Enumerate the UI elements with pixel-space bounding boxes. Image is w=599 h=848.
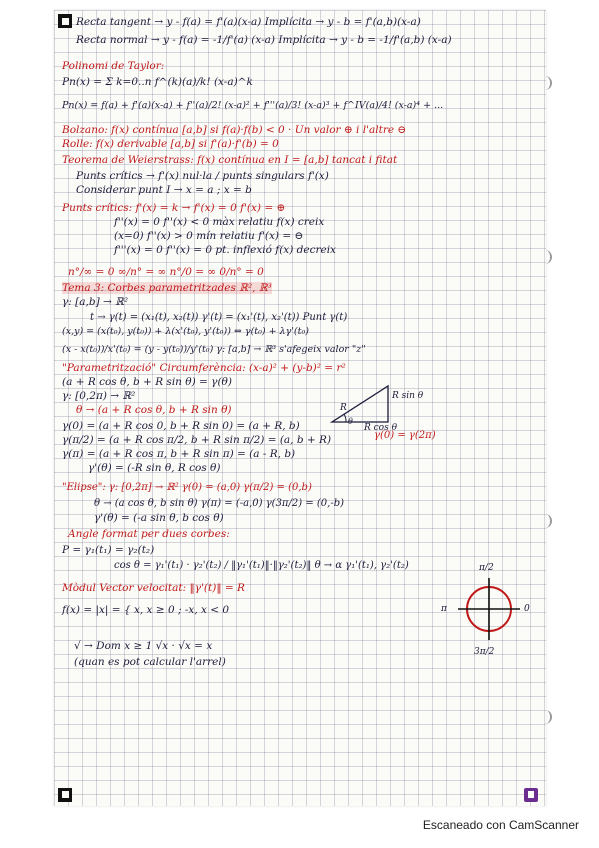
note-line: Teorema de Weierstrass: f(x) contínua en I = [a,b] tancat i fitat [62, 154, 398, 166]
note-line: Mòdul Vector velocitat: ‖γ'(t)‖ = R [62, 582, 245, 594]
note-line: Recta normal → y - f(a) = -1/f'(a) (x-a) Implícita → y - b = -1/f'(a,b) (x-a) [76, 34, 452, 46]
note-line: θ → (a cos θ, b sin θ) γ(π) = (-a,0) γ(3π/2) = (0,-b) [94, 498, 344, 509]
note-line: (a + R cos θ, b + R sin θ) = γ(θ) [62, 376, 232, 388]
circle-periodicity-note: γ(0) = γ(2π) [374, 430, 436, 441]
triangle-opposite-label: R sin θ [392, 391, 424, 401]
note-line: Bolzano: f(x) contínua [a,b] si f(a)·f(b) < 0 · Un valor ⊕ i l'altre ⊖ [62, 124, 407, 136]
note-line: (quan es pot calcular l'arrel) [74, 656, 226, 668]
note-line: γ'(θ) = (-R sin θ, R cos θ) [88, 462, 221, 474]
binder-hole-icon [540, 710, 552, 724]
note-line: Rolle: f(x) derivable [a,b] si f'(a)·f'(b) = 0 [62, 138, 279, 150]
note-line: Pn(x) = Σ k=0..n f^(k)(a)/k! (x-a)^k [62, 76, 253, 88]
unit-circle-figure [454, 574, 524, 644]
triangle-adjacent-label: R cos θ [364, 423, 397, 433]
right-triangle-figure [328, 380, 398, 426]
scanner-watermark: Escaneado con CamScanner [422, 818, 579, 832]
notebook-page [54, 10, 546, 806]
angle-label-left: π [441, 604, 447, 614]
angle-label-top: π/2 [479, 563, 494, 573]
note-line: γ: [a,b] → ℝ² [62, 296, 129, 308]
note-line: f'''(x) = 0 f''(x) = 0 pt. inflexió f(x) decreix [114, 244, 336, 256]
note-line: cos θ = γ₁'(t₁) · γ₂'(t₂) / ‖γ₁'(t₁)‖·‖γ₂'(t₂)‖ θ → α γ₁'(t₁), γ₂'(t₂) [114, 560, 409, 571]
note-line: γ(0) = (a + R cos 0, b + R sin 0) = (a + R, b) [62, 420, 300, 432]
note-line: P = γ₁(t₁) = γ₂(t₂) [62, 544, 155, 556]
note-line: γ'(θ) = (-a sin θ, b cos θ) [94, 512, 224, 524]
note-line: "Parametrització" Circumferència: (x-a)² + (y-b)² = r² [62, 362, 346, 374]
corner-marker-icon [524, 788, 538, 802]
note-line: Recta tangent → y - f(a) = f'(a)(x-a) Implícita → y - b = f'(a,b)(x-a) [76, 16, 421, 28]
note-line: (x,y) = (x(t₀), y(t₀)) + λ(x'(t₀), y'(t₀)) ⇔ γ(t₀) + λγ'(t₀) [62, 326, 309, 337]
note-line: γ: [0,2π) → ℝ² [62, 390, 136, 402]
corner-marker-icon [58, 14, 72, 28]
triangle-angle-label: θ [348, 417, 353, 426]
note-line: f(x) = |x| = { x, x ≥ 0 ; -x, x < 0 [62, 604, 230, 616]
note-line: Angle format per dues corbes: [68, 528, 230, 540]
note-line: Polinomi de Taylor: [62, 60, 165, 72]
note-line: n°/∞ = 0 ∞/n° = ∞ n°/0 = ∞ 0/n° = 0 [68, 266, 264, 278]
note-line: Considerar punt I → x = a ; x = b [76, 184, 252, 196]
note-line: √ → Dom x ≥ 1 √x · √x = x [74, 640, 213, 652]
note-line: γ(π/2) = (a + R cos π/2, b + R sin π/2) = (a, b + R) [62, 434, 332, 446]
angle-label-bottom: 3π/2 [474, 647, 495, 657]
note-line: γ(π) = (a + R cos π, b + R sin π) = (a - R, b) [62, 448, 296, 460]
binder-hole-icon [540, 250, 552, 264]
note-line: (x=0) f''(x) > 0 mín relatiu f'(x) = ⊖ [114, 230, 304, 242]
note-line: Tema 3: Corbes parametritzades ℝ², ℝ³ [62, 282, 272, 294]
note-line: Punts crítics → f'(x) nul·la / punts singulars f'(x) [76, 170, 329, 182]
note-line: θ → (a + R cos θ, b + R sin θ) [76, 404, 232, 416]
note-line: (x - x(t₀))/x'(t₀) = (y - y(t₀))/y'(t₀) γ: [a,b] → ℝ³ s'afegeix valor "z" [62, 344, 366, 355]
angle-label-right: 0 [524, 604, 530, 614]
note-line: f''(x) = 0 f''(x) < 0 màx relatiu f(x) creix [114, 216, 325, 228]
corner-marker-icon [58, 788, 72, 802]
binder-hole-icon [540, 514, 552, 528]
note-line: t → γ(t) = (x₁(t), x₂(t)) γ'(t) = (x₁'(t), x₂'(t)) Punt γ(t) [90, 312, 348, 323]
binder-hole-icon [540, 76, 552, 90]
note-line: Pn(x) = f(a) + f'(a)(x-a) + f''(a)/2! (x-a)² + f'''(a)/3! (x-a)³ + f^IV(a)/4! (x-a)⁴ + ... [62, 100, 444, 111]
note-line: "Elipse": γ: [0,2π] → ℝ² γ(0) = (a,0) γ(π/2) = (0,b) [62, 482, 312, 493]
triangle-hypotenuse-label: R [340, 403, 347, 413]
note-line: Punts crítics: f'(x) = k → f'(x) = 0 f'(x) = ⊕ [62, 202, 286, 214]
